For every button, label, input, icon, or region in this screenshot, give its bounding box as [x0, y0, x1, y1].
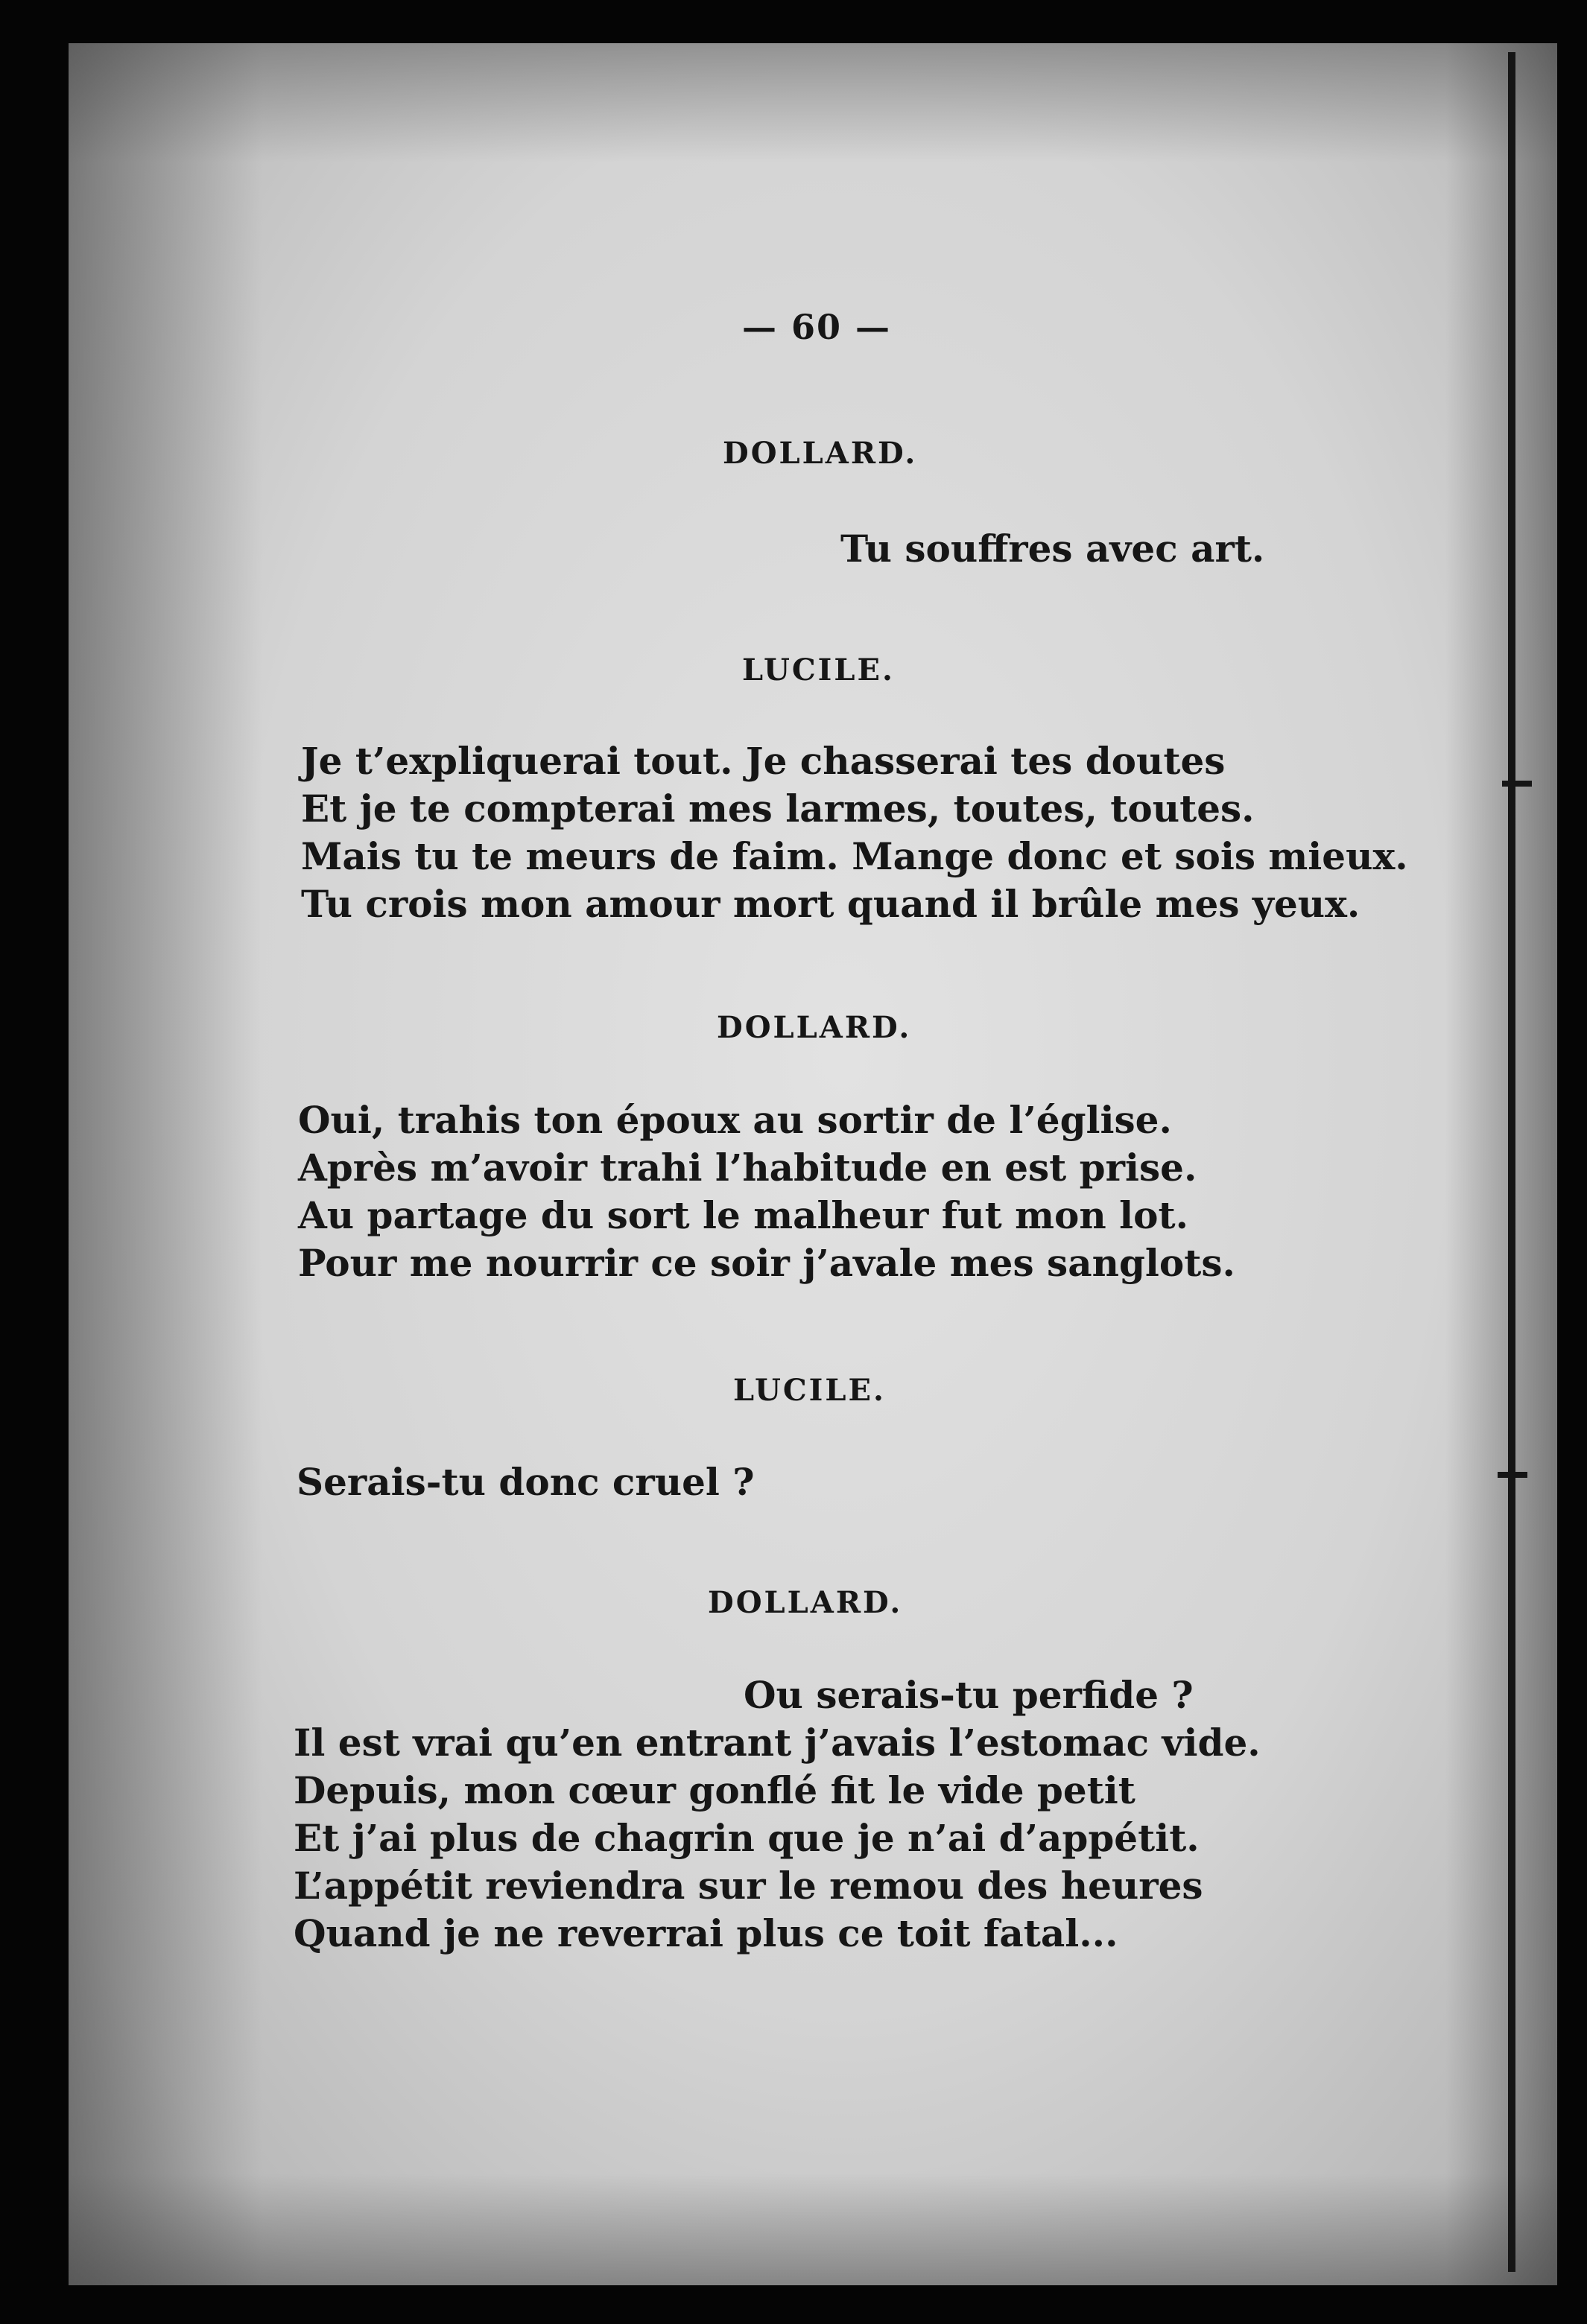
verse-line: Quand je ne reverrai plus ce toit fatal... — [294, 1911, 1118, 1955]
verse-line: L’appétit reviendra sur le remou des heures — [294, 1864, 1203, 1908]
page-shadow-top — [69, 43, 1557, 162]
binding-mark — [1498, 1472, 1527, 1478]
verse-line: Après m’avoir trahi l’habitude en est prise. — [298, 1146, 1197, 1190]
verse-block — [294, 1719, 1261, 1958]
page-shadow-bottom — [69, 2174, 1557, 2285]
verse-line: Depuis, mon cœur gonflé fit le vide petit — [294, 1768, 1135, 1812]
verse-line: Mais tu te meurs de faim. Mange donc et sois mieux. — [301, 834, 1408, 878]
speaker-name: DOLLARD. — [723, 436, 918, 471]
verse-block — [301, 737, 1408, 928]
verse-line: Je t’expliquerai tout. Je chasserai tes doutes — [301, 739, 1226, 783]
verse-block — [297, 1458, 755, 1506]
verse-line: Oui, trahis ton époux au sortir de l’église. — [298, 1098, 1172, 1142]
verse-line: Tu souffres avec art. — [840, 527, 1265, 571]
verse-line: Ou serais-tu perfide ? — [744, 1673, 1194, 1717]
verse-line: Et je te compterai mes larmes, toutes, toutes. — [301, 787, 1255, 831]
speaker-name: LUCILE. — [733, 1373, 886, 1408]
page-shadow-left — [69, 43, 262, 2285]
verse-line: Serais-tu donc cruel ? — [297, 1460, 755, 1504]
speaker-name: DOLLARD. — [717, 1010, 912, 1045]
speaker-name: DOLLARD. — [708, 1585, 903, 1620]
binding-mark — [1502, 781, 1532, 787]
verse-line: Tu crois mon amour mort quand il brûle mes yeux. — [301, 882, 1360, 926]
verse-line: Pour me nourrir ce soir j’avale mes sanglots. — [298, 1241, 1235, 1285]
verse-block — [840, 525, 1264, 573]
verse-block — [298, 1096, 1235, 1287]
page-number: — 60 — — [742, 307, 892, 347]
page-shadow-right — [1445, 43, 1557, 2285]
binding-edge — [1508, 52, 1515, 2272]
verse-block — [744, 1671, 1194, 1719]
verse-line: Il est vrai qu’en entrant j’avais l’estomac vide. — [294, 1721, 1261, 1765]
speaker-name: LUCILE. — [742, 653, 895, 688]
verse-line: Et j’ai plus de chagrin que je n’ai d’appétit. — [294, 1816, 1200, 1860]
verse-line: Au partage du sort le malheur fut mon lot. — [298, 1193, 1188, 1237]
